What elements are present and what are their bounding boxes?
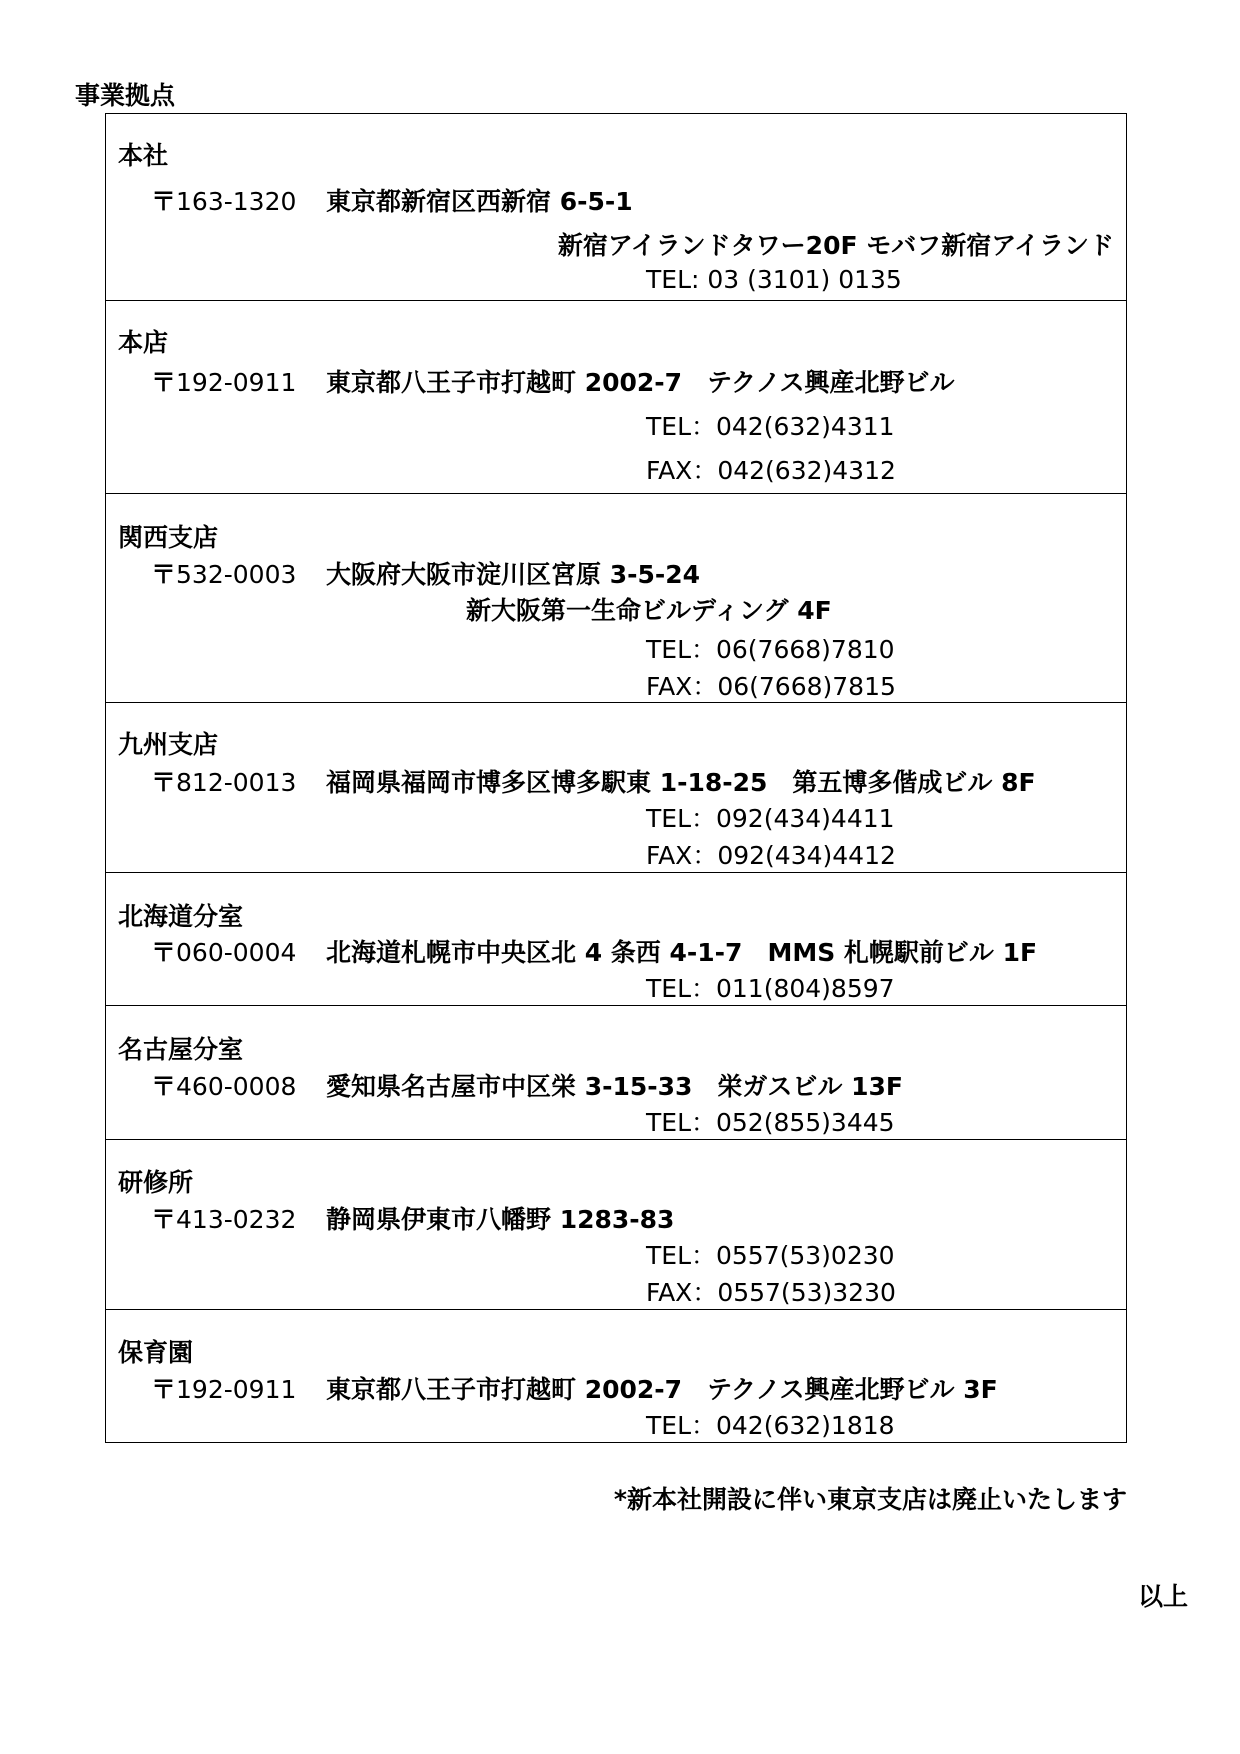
office-name: 保育園 xyxy=(118,1338,194,1367)
postal-code: 〒060-0004 xyxy=(151,938,297,967)
office-name: 九州支店 xyxy=(118,730,219,759)
postal-code: 〒192-0911 xyxy=(151,368,297,397)
address: 福岡県福岡市博多区博多駅東 1-18-25 第五博多偕成ビル 8F xyxy=(326,768,1036,797)
fax: FAX：0557(53)3230 xyxy=(646,1278,896,1307)
postal-code: 〒413-0232 xyxy=(151,1205,297,1234)
postal-mark-icon: 〒 xyxy=(151,560,177,589)
postal-mark-icon: 〒 xyxy=(151,938,177,967)
fax: FAX：042(632)4312 xyxy=(646,456,896,485)
postal-code: 〒460-0008 xyxy=(151,1072,297,1101)
tel: TEL：0557(53)0230 xyxy=(646,1241,895,1270)
tel: TEL：011(804)8597 xyxy=(646,974,895,1003)
office-training xyxy=(106,1139,1126,1309)
postal-code: 〒532-0003 xyxy=(151,560,297,589)
postal-code: 〒812-0013 xyxy=(151,768,297,797)
postal-mark-icon: 〒 xyxy=(151,187,177,216)
closing-mark: 以上 xyxy=(1137,1582,1188,1611)
address: 北海道札幌市中央区北 4 条西 4-1-7 MMS 札幌駅前ビル 1F xyxy=(326,938,1038,967)
office-nursery xyxy=(106,1309,1126,1442)
office-kansai xyxy=(106,493,1126,702)
tel: TEL：06(7668)7810 xyxy=(646,635,895,664)
address: 大阪府大阪市淀川区宮原 3-5-24 xyxy=(326,560,701,589)
office-nagoya xyxy=(106,1005,1126,1139)
tel: TEL: 03 (3101) 0135 xyxy=(646,265,902,294)
office-name: 名古屋分室 xyxy=(118,1035,244,1064)
address-building: 新宿アイランドタワー20F モバフ新宿アイランド xyxy=(557,231,1114,260)
postal-mark-icon: 〒 xyxy=(151,768,177,797)
postal-mark-icon: 〒 xyxy=(151,1205,177,1234)
office-name: 関西支店 xyxy=(118,523,219,552)
office-honten xyxy=(106,300,1126,493)
address: 東京都八王子市打越町 2002-7 テクノス興産北野ビル 3F xyxy=(326,1375,998,1404)
tel: TEL：042(632)4311 xyxy=(646,412,895,441)
tel: TEL：052(855)3445 xyxy=(646,1108,895,1137)
address: 静岡県伊東市八幡野 1283-83 xyxy=(326,1205,675,1234)
office-table xyxy=(105,113,1127,1443)
office-name: 北海道分室 xyxy=(118,902,244,931)
office-name: 本店 xyxy=(118,328,169,357)
office-kyushu xyxy=(106,702,1126,872)
address-building: 新大阪第一生命ビルディング 4F xyxy=(466,596,832,625)
postal-code: 〒163-1320 xyxy=(151,187,297,216)
office-hokkaido xyxy=(106,872,1126,1005)
address: 東京都八王子市打越町 2002-7 テクノス興産北野ビル xyxy=(326,368,955,397)
postal-mark-icon: 〒 xyxy=(151,1072,177,1101)
office-honsha xyxy=(106,114,1126,300)
section-heading: 事業拠点 xyxy=(75,81,176,110)
closure-note: *新本社開設に伴い東京支店は廃止いたします xyxy=(613,1485,1127,1514)
address: 愛知県名古屋市中区栄 3-15-33 栄ガスビル 13F xyxy=(326,1072,904,1101)
fax: FAX：06(7668)7815 xyxy=(646,672,896,701)
address: 東京都新宿区西新宿 6-5-1 xyxy=(326,187,633,216)
tel: TEL：042(632)1818 xyxy=(646,1411,895,1440)
tel: TEL：092(434)4411 xyxy=(646,804,895,833)
postal-code: 〒192-0911 xyxy=(151,1375,297,1404)
office-name: 本社 xyxy=(118,141,169,170)
office-name: 研修所 xyxy=(118,1168,194,1197)
postal-mark-icon: 〒 xyxy=(151,1375,177,1404)
fax: FAX：092(434)4412 xyxy=(646,841,896,870)
postal-mark-icon: 〒 xyxy=(151,368,177,397)
